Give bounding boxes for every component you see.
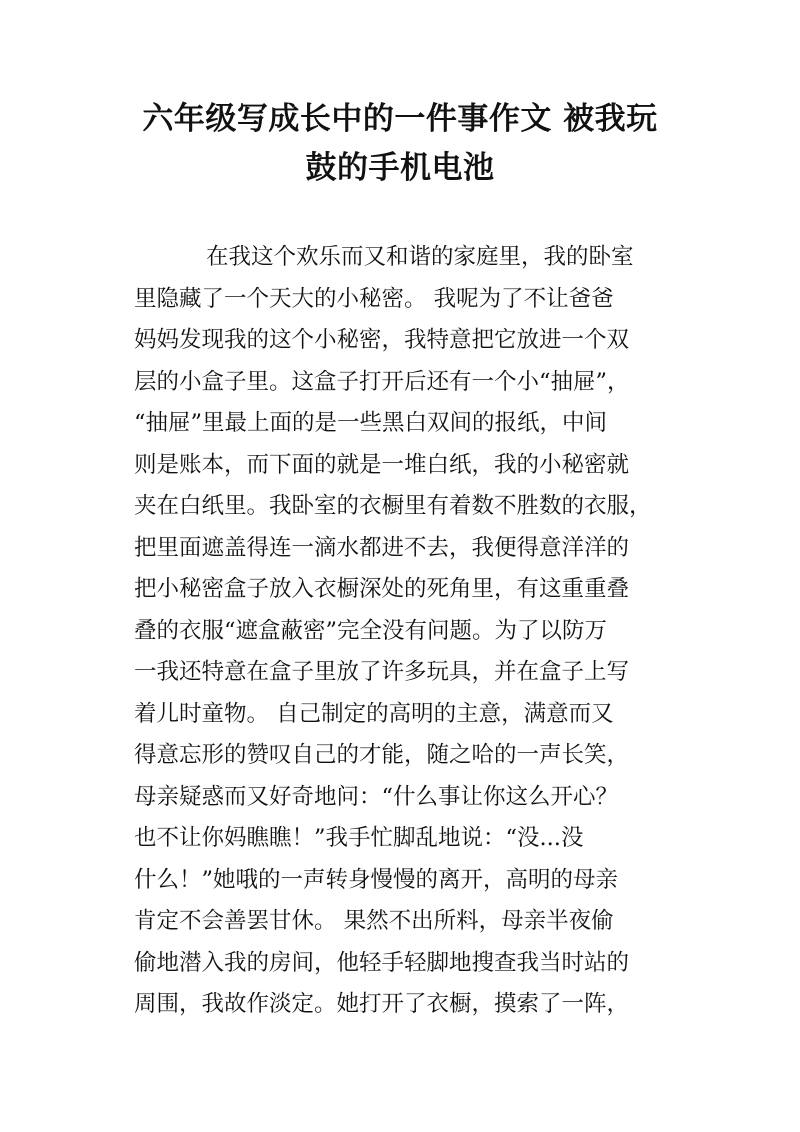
paragraph-line: 肯定不会善罢甘休。 果然不出所料，母亲半夜偷: [134, 908, 614, 934]
paragraph-line: 也不让你妈瞧瞧！”我手忙脚乱地说：“没...没: [134, 825, 584, 851]
page-title: [100, 95, 700, 193]
paragraph-line: 在我这个欢乐而又和谐的家庭里，我的卧室: [206, 244, 634, 270]
paragraph-line: “抽屉”里最上面的是一些黑白双间的报纸，中间: [134, 410, 608, 436]
paragraph-line: 母亲疑惑而又好奇地问：“什么事让你这么开心？: [134, 783, 619, 810]
paragraph-line: 妈妈发现我的这个小秘密，我特意把它放进一个双: [134, 327, 630, 353]
paragraph-line: 里隐藏了一个天大的小秘密。 我呢为了不让爸爸: [134, 285, 614, 312]
paragraph-line: 一我还特意在盒子里放了许多玩具，并在盒子上写: [134, 659, 630, 685]
paragraph-line: 什么！”她哦的一声转身慢慢的离开，高明的母亲: [134, 866, 619, 893]
title-line: 六年级写成长中的一件事作文 被我玩: [142, 101, 658, 137]
paragraph-line: 把小秘密盒子放入衣橱深处的死角里，有这重重叠: [134, 576, 630, 602]
paragraph-line: 层的小盒子里。这盒子打开后还有一个小“抽屉”，: [134, 368, 630, 395]
paragraph-line: 夹在白纸里。我卧室的衣橱里有着数不胜数的衣服，: [134, 493, 652, 519]
paragraph-line: 偷地潜入我的房间，他轻手轻脚地搜查我当时站的: [134, 949, 630, 976]
paragraph-line: 得意忘形的赞叹自己的才能，随之哈的一声长笑，: [134, 742, 630, 768]
paragraph-line: 把里面遮盖得连一滴水都进不去，我便得意洋洋的: [134, 534, 630, 561]
paragraph-line: 叠的衣服“遮盒蔽密”完全没有问题。为了以防万: [134, 617, 608, 644]
article-body: [134, 237, 694, 1026]
paragraph-line: 则是账本，而下面的就是一堆白纸，我的小秘密就: [134, 451, 630, 478]
paragraph-line: 着儿时童物。 自己制定的高明的主意，满意而又: [134, 700, 614, 727]
title-line: 鼓的手机电池: [305, 150, 495, 186]
paragraph-line: 周围，我故作淡定。她打开了衣橱，摸索了一阵，: [134, 991, 630, 1017]
